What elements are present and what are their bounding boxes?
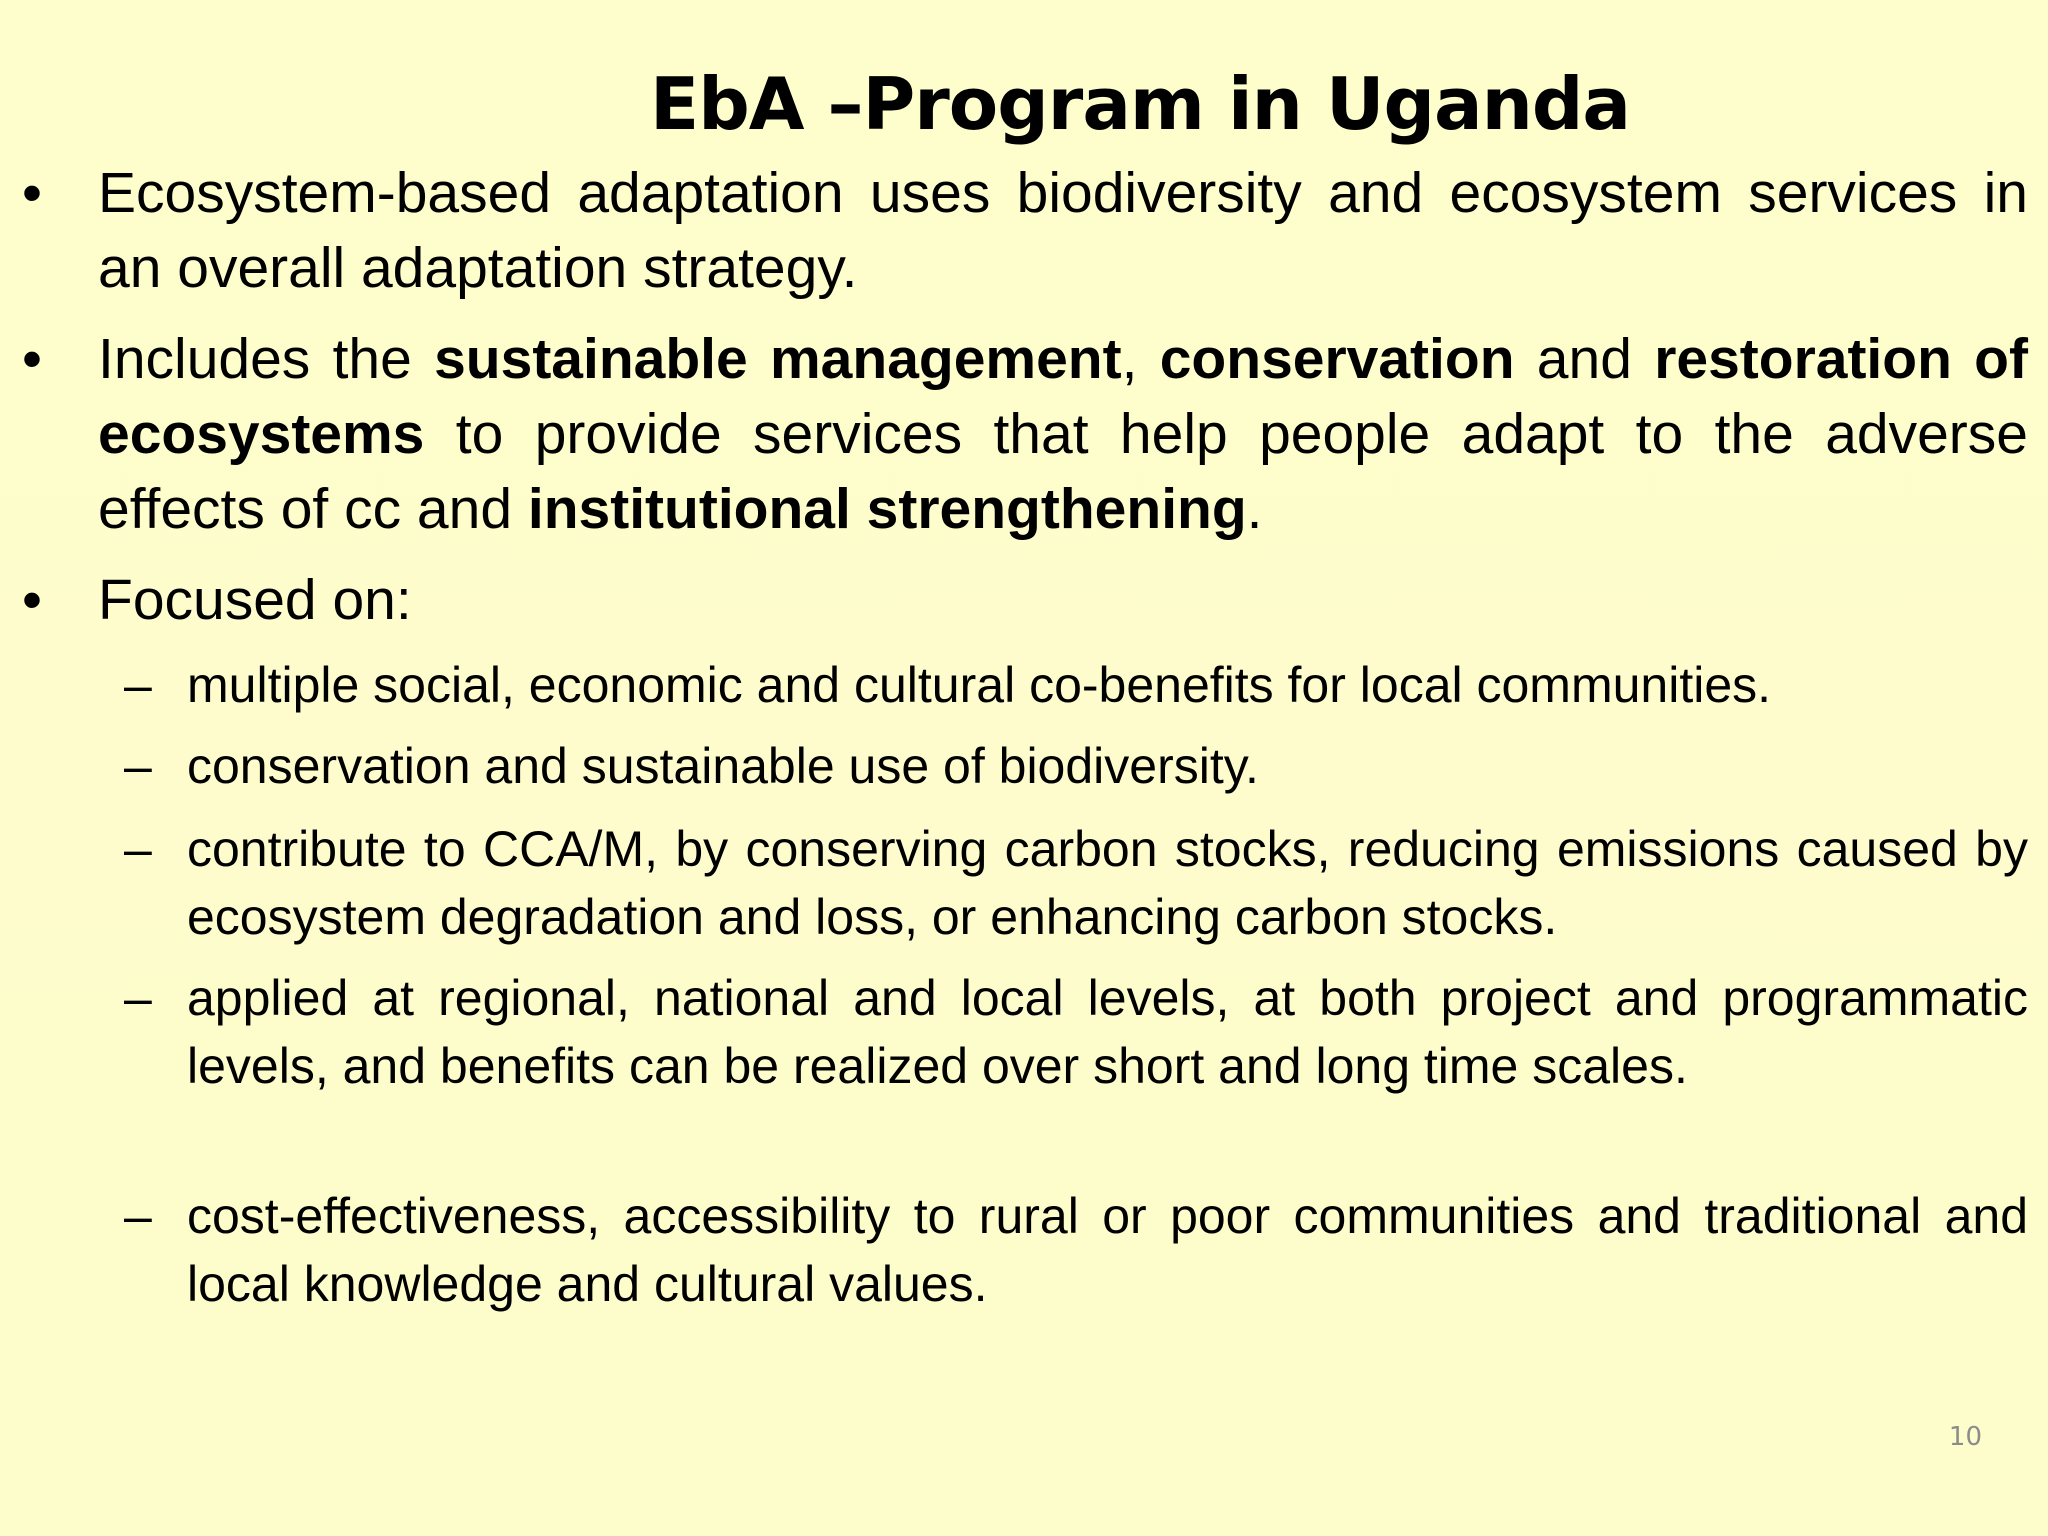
sub-bullet-item (124, 651, 2028, 719)
sub-bullet-item (124, 1182, 2028, 1318)
sub-bullet-text: applied at regional, national and local levels, at both project and programmatic levels, and benefits can be realized over short and long time scales. (187, 970, 2028, 1094)
sub-bullet-marker: – (124, 657, 152, 713)
bullet-text (98, 322, 2028, 547)
slide-title: EbA –Program in Uganda (650, 62, 1630, 146)
bullet-text-bold: restoration of ecosystems (98, 327, 2028, 466)
sub-bullet-item (124, 732, 2028, 800)
bullet-text-bold: conservation (1159, 327, 1515, 391)
sub-bullet-text: multiple social, economic and cultural co-benefits for local communities. (187, 657, 1772, 713)
bullet-text-segment: Includes the (98, 327, 435, 391)
bullet-marker: • (22, 161, 42, 225)
page-number: 10 (1948, 1422, 1982, 1452)
bullet-text-segment: to provide services that help people adapt to the adverse effects of cc and (98, 402, 2028, 541)
sub-bullet-text: conservation and sustainable use of biodiversity. (187, 738, 1259, 794)
bullet-text-segment: and (1514, 327, 1655, 391)
sub-bullet-marker: – (124, 738, 152, 794)
bullet-item (22, 322, 2028, 547)
bullet-text-segment: . (1246, 477, 1263, 541)
bullet-marker: • (22, 568, 42, 632)
bullet-text-bold: sustainable management (434, 327, 1122, 391)
bullet-text: Focused on: (98, 568, 412, 632)
bullet-marker: • (22, 327, 42, 391)
sub-bullet-item (124, 815, 2028, 951)
sub-bullet-marker: – (124, 970, 152, 1026)
sub-bullet-marker: – (124, 1188, 152, 1244)
sub-bullet-text: cost-effectiveness, accessibility to rural or poor communities and traditional and local knowledge and cultural values. (187, 1188, 2028, 1312)
sub-bullet-text: contribute to CCA/M, by conserving carbon stocks, reducing emissions caused by ecosystem degradation and loss, or enhancing carbon stocks. (187, 821, 2028, 945)
sub-bullet-item (124, 964, 2028, 1100)
bullet-item (22, 156, 2028, 306)
bullet-text: Ecosystem-based adaptation uses biodiversity and ecosystem services in an overall adaptation strategy. (98, 161, 2028, 300)
bullet-text-bold: institutional strengthening (527, 477, 1247, 541)
sub-bullet-marker: – (124, 821, 152, 877)
bullet-text-segment: , (1121, 327, 1160, 391)
bullet-item (22, 563, 2028, 638)
